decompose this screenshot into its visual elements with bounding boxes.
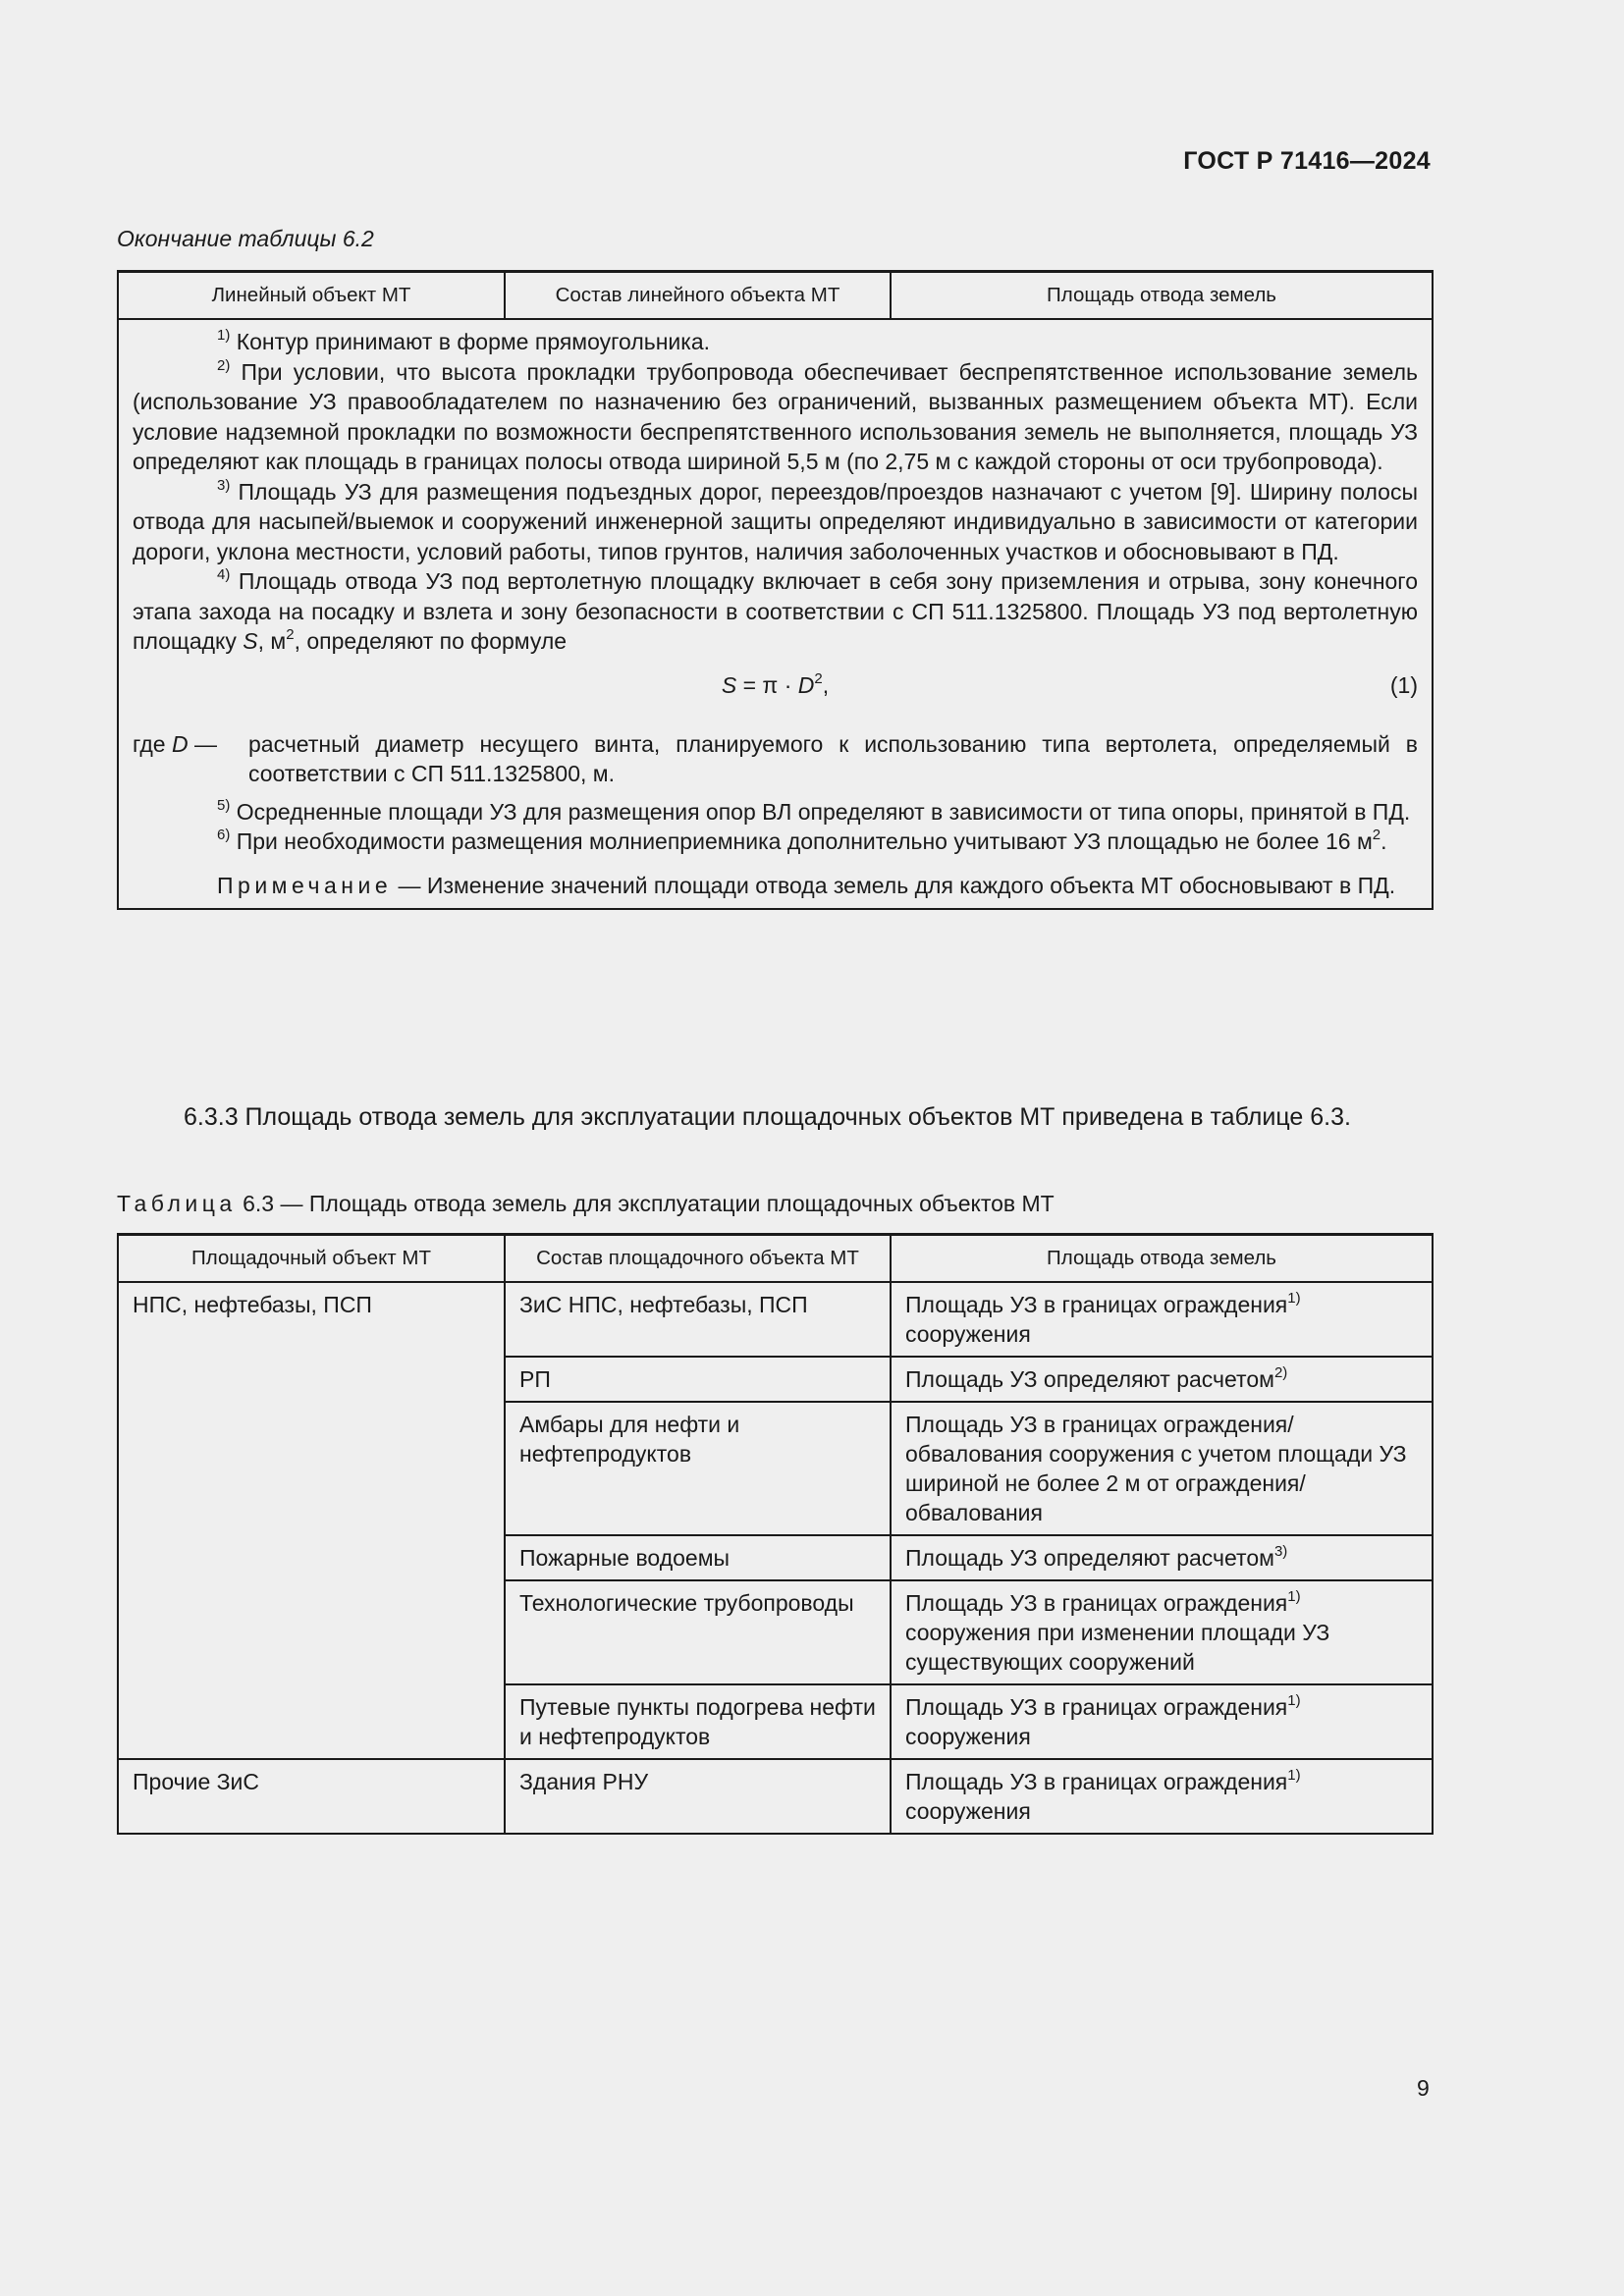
column-header-linear-object: Линейный объект МТ [118,272,505,320]
area-cell: Площадь УЗ в границах ограждения$^{1)}$ сооружения [891,1759,1433,1834]
formula-explanation: где D — расчетный диаметр несущего винта, планируемого к использованию типа вертолета, определяемый в соответствии с СП 511.1325800, м. [133,730,1418,786]
column-header-site-object: Площадочный объект МТ [118,1235,505,1283]
area-cell: Площадь УЗ определяют расчетом$^{2)}$ [891,1357,1433,1402]
table-row [118,1282,1433,1357]
area-cell: Площадь УЗ в границах ограждения$^{1)}$ сооружения [891,1282,1433,1357]
column-header-land-area: Площадь отвода земель [891,272,1433,320]
table-footnotes [118,319,1433,909]
footnote-4: $^{4)}$ Площадь отвода УЗ под вертолетную площадку включает в себя зону приземления и отрыва, зону конечного этапа захода на посадку и взлета и зону безопасности в соответствии с СП 511.1325800. Площадь УЗ под вертолетную площадку S, м$^2$, определяют по формуле [133,566,1418,654]
column-header-site-composition: Состав площадочного объекта МТ [505,1235,891,1283]
composition-cell: РП [505,1357,891,1402]
composition-cell: Путевые пункты подогрева нефти и нефтепродуктов [505,1684,891,1759]
area-cell: Площадь УЗ в границах ограждения$^{1)}$ сооружения при изменении площади УЗ существующих сооружений [891,1580,1433,1684]
table-continuation-caption: Окончание таблицы 6.2 [117,226,374,251]
table-row [118,1759,1433,1834]
table-6-2-ending [117,270,1434,910]
section-6-3-3-paragraph: 6.3.3 Площадь отвода земель для эксплуатации площадочных объектов МТ приведена в таблице 6.3. [184,1103,1351,1131]
footnote-6: $^{6)}$ При необходимости размещения молниеприемника дополнительно учитывают УЗ площадью не более 16 м$^2$. [217,827,1387,854]
formula-1: S = π · D$^2$, (1) [133,670,1418,716]
table-6-3 [117,1233,1434,1835]
composition-cell: Технологические трубопроводы [505,1580,891,1684]
footnote-5: $^{5)}$ Осредненные площади УЗ для размещения опор ВЛ определяют в зависимости от типа опоры, принятой в ПД. [217,796,1411,825]
area-cell: Площадь УЗ в границах ограждения$^{1)}$ сооружения [891,1684,1433,1759]
composition-cell: Амбары для нефти и нефтепродуктов [505,1402,891,1535]
footnote-3: $^{3)}$ Площадь УЗ для размещения подъездных дорог, переездов/проездов назначают с учетом [9]. Ширину полосы отвода для насыпей/выемок и сооружений инженерной защиты определяют индивидуально в зависимости от категории дороги, уклона местности, условий работы, типов грунтов, наличия заболоченных участков и обосновывают в ПД. [133,476,1418,564]
page-number: 9 [1417,2075,1430,2101]
column-header-land-area: Площадь отвода земель [891,1235,1433,1283]
area-cell: Площадь УЗ определяют расчетом$^{3)}$ [891,1535,1433,1580]
group-cell: НПС, нефтебазы, ПСП [118,1282,505,1759]
document-header: ГОСТ Р 71416—2024 [1183,147,1431,175]
footnote-2: $^{2)}$ При условии, что высота прокладки трубопровода обеспечивает беспрепятственное использование земель (использование УЗ правообладателем по назначению без ограничений, вызванных размещением объекта МТ). Если условие надземной прокладки по возможности беспрепятственного использования земель не выполняется, площадь УЗ определяют как площадь в границах полосы отвода шириной 5,5 м (по 2,75 м с каждой стороны от оси трубопровода). [133,356,1418,474]
group-cell: Прочие ЗиС [118,1759,505,1834]
area-cell: Площадь УЗ в границах ограждения/обвалования сооружения с учетом площади УЗ шириной не более 2 м от ограждения/обвалования [891,1402,1433,1535]
composition-cell: Здания РНУ [505,1759,891,1834]
composition-cell: ЗиС НПС, нефтебазы, ПСП [505,1282,891,1357]
column-header-linear-composition: Состав линейного объекта МТ [505,272,891,320]
footnote-1: $^{1)}$ Контур принимают в форме прямоугольника. [217,327,711,354]
formula-number: (1) [1389,671,1418,698]
table-note: Примечание — Изменение значений площади отвода земель для каждого объекта МТ обосновывают в ПД. [217,872,1396,898]
composition-cell: Пожарные водоемы [505,1535,891,1580]
table-6-3-caption: Таблица 6.3 — Площадь отвода земель для эксплуатации площадочных объектов МТ [117,1191,1055,1216]
